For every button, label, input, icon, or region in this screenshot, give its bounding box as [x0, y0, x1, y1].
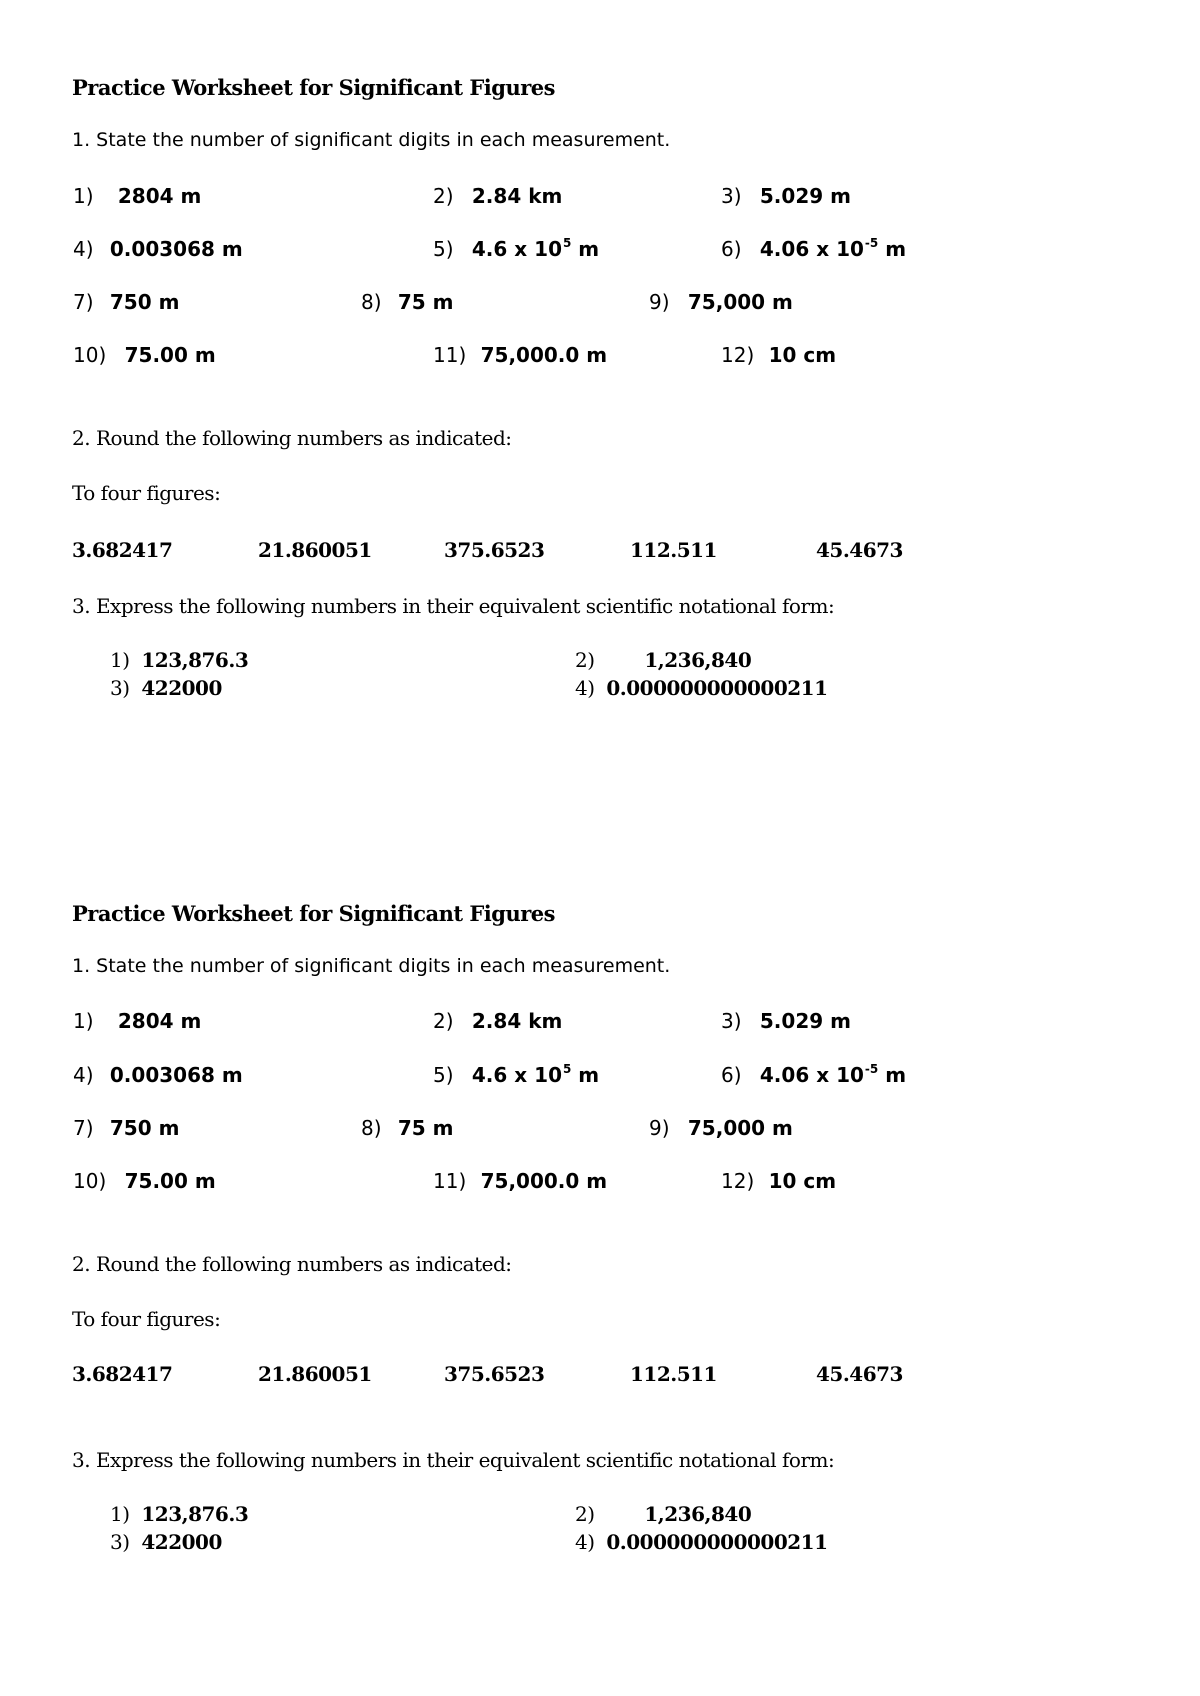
item-value: 2.84 km [471, 184, 563, 208]
item-value: 75.00 m [124, 343, 216, 367]
q1-item-1 [73, 186, 201, 206]
q3-item-1 [110, 650, 248, 670]
question-2-subprompt: To four figures: [72, 481, 221, 505]
worksheet-title: Practice Worksheet for Significant Figures [72, 901, 555, 926]
item-value: 750 m [109, 1116, 180, 1140]
round-number: 112.511 [630, 1362, 717, 1386]
item-value: 75,000.0 m [480, 343, 608, 367]
exponent: -5 [864, 236, 879, 250]
q1-item-6 [721, 1062, 907, 1087]
q1-item-5 [433, 1062, 600, 1087]
q1-item-4 [73, 1065, 243, 1085]
q1-item-2 [433, 186, 562, 206]
item-value: 4.6 x $10^5$ m [471, 1062, 600, 1087]
q1-item-7 [73, 1118, 179, 1138]
item-number: 3) [110, 1530, 130, 1554]
item-number: 2) [575, 648, 595, 672]
item-value: 2804 m [117, 1009, 202, 1033]
item-number: 2) [433, 184, 454, 208]
q3-item-2 [575, 650, 751, 670]
q3-item-4 [575, 1532, 828, 1552]
item-number: 5) [433, 237, 454, 261]
item-number: 10) [73, 1169, 107, 1193]
question-3-prompt: 3. Express the following numbers in their equivalent scientific notational form: [72, 594, 835, 618]
item-value: 75.00 m [124, 1169, 216, 1193]
q1-item-9 [649, 292, 793, 312]
q1-item-6 [721, 236, 907, 261]
round-number: 375.6523 [444, 1362, 545, 1386]
q3-item-3 [110, 678, 222, 698]
q3-item-2 [575, 1504, 751, 1524]
question-2-subprompt: To four figures: [72, 1307, 221, 1331]
item-number: 4) [575, 676, 595, 700]
round-number: 3.682417 [72, 1362, 173, 1386]
round-number: 45.4673 [816, 1362, 903, 1386]
exponent: 5 [562, 1062, 572, 1076]
q1-item-11 [433, 1171, 607, 1191]
item-number: 3) [110, 676, 130, 700]
q1-item-11 [433, 345, 607, 365]
item-number: 8) [361, 290, 382, 314]
item-value: 2804 m [117, 184, 202, 208]
q1-item-8 [361, 1118, 454, 1138]
item-number: 1) [73, 184, 94, 208]
q1-item-4 [73, 239, 243, 259]
item-value: 123,876.3 [141, 1502, 249, 1526]
item-value: 422000 [141, 1530, 222, 1554]
question-2-prompt: 2. Round the following numbers as indicated: [72, 426, 512, 450]
q1-item-7 [73, 292, 179, 312]
round-number: 21.860051 [258, 1362, 372, 1386]
round-number: 112.511 [630, 538, 717, 562]
item-value: 75,000 m [687, 1116, 793, 1140]
question-1-prompt: 1. State the number of significant digits in each measurement. [72, 129, 671, 151]
round-number: 375.6523 [444, 538, 545, 562]
q1-item-12 [721, 1171, 836, 1191]
q1-item-3 [721, 186, 851, 206]
item-value: 75 m [397, 290, 454, 314]
item-value: 75 m [397, 1116, 454, 1140]
item-number: 9) [649, 1116, 670, 1140]
item-number: 9) [649, 290, 670, 314]
worksheet-1 [0, 0, 1200, 760]
item-number: 1) [110, 648, 130, 672]
item-value: 4.06 x $10^{-5}$ m [759, 236, 907, 261]
worksheet-2 [0, 826, 1200, 1586]
item-number: 6) [721, 237, 742, 261]
item-number: 3) [721, 1009, 742, 1033]
q1-item-10 [73, 345, 216, 365]
item-value: 0.000000000000211 [606, 1530, 828, 1554]
q1-item-5 [433, 236, 600, 261]
item-value: 0.003068 m [109, 237, 243, 261]
item-value: 10 cm [768, 1169, 837, 1193]
item-value: 2.84 km [471, 1009, 563, 1033]
q1-item-12 [721, 345, 836, 365]
item-number: 5) [433, 1063, 454, 1087]
item-number: 3) [721, 184, 742, 208]
item-value: 750 m [109, 290, 180, 314]
item-number: 12) [721, 1169, 755, 1193]
item-number: 11) [433, 1169, 467, 1193]
item-value: 1,236,840 [644, 648, 752, 672]
q1-item-8 [361, 292, 454, 312]
item-number: 1) [73, 1009, 94, 1033]
q1-item-9 [649, 1118, 793, 1138]
item-value: 4.06 x $10^{-5}$ m [759, 1062, 907, 1087]
q3-item-1 [110, 1504, 248, 1524]
item-value: 5.029 m [759, 1009, 851, 1033]
q3-item-3 [110, 1532, 222, 1552]
round-number: 21.860051 [258, 538, 372, 562]
question-3-prompt: 3. Express the following numbers in their equivalent scientific notational form: [72, 1448, 835, 1472]
item-value: 75,000.0 m [480, 1169, 608, 1193]
question-2-prompt: 2. Round the following numbers as indicated: [72, 1252, 512, 1276]
q1-item-1 [73, 1011, 201, 1031]
item-value: 10 cm [768, 343, 837, 367]
exponent: 5 [562, 236, 572, 250]
item-value: 0.000000000000211 [606, 676, 828, 700]
question-1-prompt: 1. State the number of significant digits in each measurement. [72, 955, 671, 977]
round-number: 45.4673 [816, 538, 903, 562]
item-value: 4.6 x $10^5$ m [471, 236, 600, 261]
q1-item-2 [433, 1011, 562, 1031]
item-number: 4) [73, 1063, 94, 1087]
item-number: 2) [575, 1502, 595, 1526]
item-value: 123,876.3 [141, 648, 249, 672]
item-value: 1,236,840 [644, 1502, 752, 1526]
item-number: 2) [433, 1009, 454, 1033]
q3-item-4 [575, 678, 828, 698]
item-number: 4) [575, 1530, 595, 1554]
item-value: 75,000 m [687, 290, 793, 314]
item-value: 422000 [141, 676, 222, 700]
item-number: 11) [433, 343, 467, 367]
round-number: 3.682417 [72, 538, 173, 562]
item-number: 10) [73, 343, 107, 367]
q1-item-3 [721, 1011, 851, 1031]
item-number: 7) [73, 1116, 94, 1140]
item-value: 5.029 m [759, 184, 851, 208]
item-number: 12) [721, 343, 755, 367]
exponent: -5 [864, 1062, 879, 1076]
q1-item-10 [73, 1171, 216, 1191]
item-number: 6) [721, 1063, 742, 1087]
worksheet-title: Practice Worksheet for Significant Figures [72, 75, 555, 100]
item-number: 7) [73, 290, 94, 314]
item-number: 4) [73, 237, 94, 261]
item-number: 1) [110, 1502, 130, 1526]
item-value: 0.003068 m [109, 1063, 243, 1087]
item-number: 8) [361, 1116, 382, 1140]
